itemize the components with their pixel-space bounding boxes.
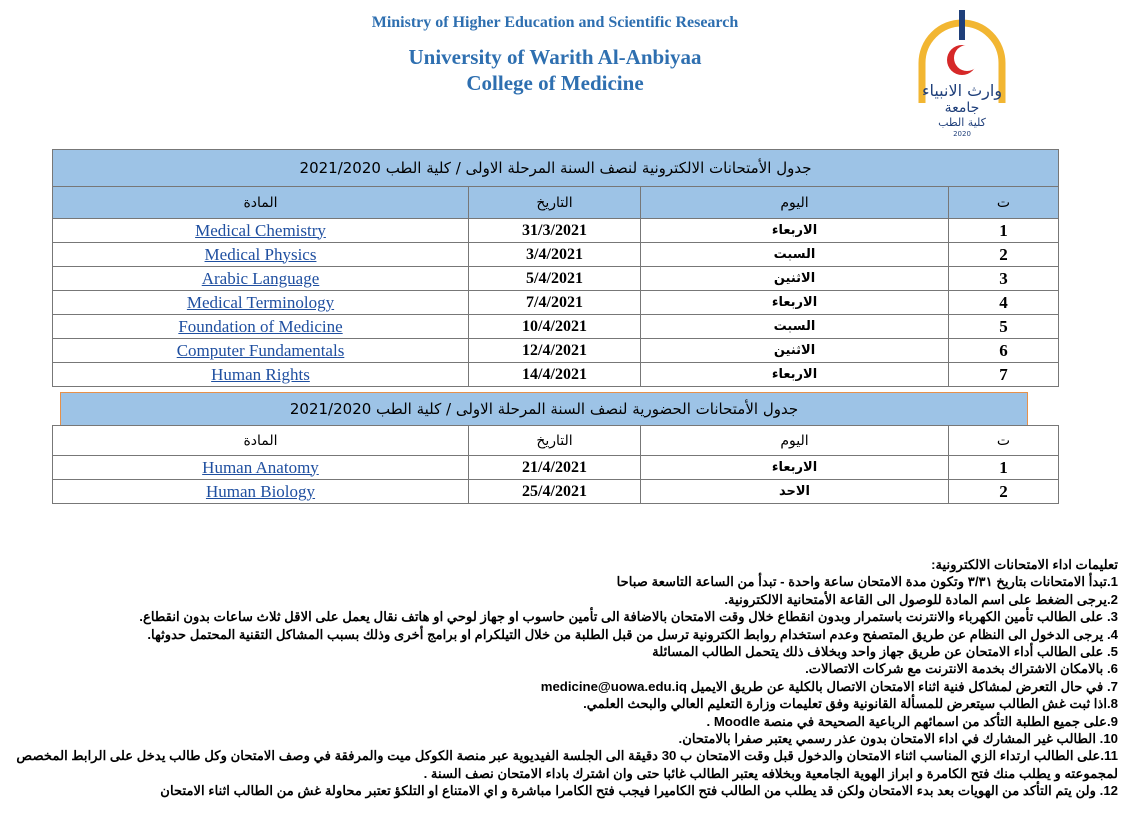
instruction-line: 8.اذا ثبت غش الطالب سيتعرض للمسألة القانونية وفق تعليمات وزارة التعليم العالي والبحث العلمي.: [583, 696, 1118, 712]
date-cell: 25/4/2021: [469, 480, 641, 504]
day-cell: السبت: [641, 243, 949, 267]
date-cell: 31/3/2021: [469, 219, 641, 243]
inperson-exams-table: [52, 425, 1059, 504]
day-cell: الاربعاء: [641, 363, 949, 387]
day-cell: الاربعاء: [641, 219, 949, 243]
instruction-line: 2.يرجى الضغط على اسم المادة للوصول الى القاعة الأمتحانية الالكترونية.: [724, 591, 1118, 607]
instruction-line: 4. يرجى الدخول الى النظام عن طريق المتصفح وعدم استخدام روابط الكترونية ترسل من قبل الطلبة من خلال التيلكرام او برامج أخرى وذلك بسبب المشاكل التقنية المحتمل حدوثها.: [147, 626, 1118, 642]
college-title: College of Medicine: [466, 71, 644, 95]
instruction-line: 10. الطالب غير المشارك في اداء الامتحان بدون عذر رسمي يعتبر صفرا بالامتحان.: [678, 731, 1118, 747]
date-cell: 3/4/2021: [469, 243, 641, 267]
date-cell: 10/4/2021: [469, 315, 641, 339]
column-header-subject: المادة: [53, 426, 469, 456]
day-cell: السبت: [641, 315, 949, 339]
university-title: University of Warith Al-Anbiyaa: [408, 45, 702, 69]
subject-cell: [53, 480, 469, 504]
svg-text:جامعة: جامعة: [944, 100, 980, 116]
instruction-line: 12. ولن يتم التأكد من الهويات بعد بدء الامتحان ولكن قد يطلب من الطالب فتح الكاميرا فيجب فتح الكامرا مباشرة و اي الامتناع او التلكؤ تعتبر محاولة غش من الطالب اثناء الامتحان: [160, 783, 1118, 799]
instruction-line: 9.على جميع الطلبة التأكد من اسمائهم الرباعية الصحيحة في منصة Moodle .: [706, 713, 1118, 729]
subject-link[interactable]: Computer Fundamentals: [176, 340, 345, 360]
subject-link[interactable]: Medical Terminology: [186, 292, 335, 312]
table-row: [53, 480, 1059, 504]
table-row: [53, 339, 1059, 363]
subject-link[interactable]: Foundation of Medicine: [178, 316, 343, 336]
column-header-number: ت: [949, 426, 1059, 456]
day-cell: الاربعاء: [641, 456, 949, 480]
instruction-line: لمجموعته و يطلب منك فتح الكامرة و ابراز الهوية الجامعية وبخلافه يعتبر الطالب غائبا حتى وان اشترك باداء الامتحان نصف السنة .: [423, 765, 1118, 781]
subject-cell: [53, 339, 469, 363]
subject-cell: [53, 456, 469, 480]
subject-link[interactable]: Human Anatomy: [202, 457, 319, 477]
university-logo: [912, 8, 1012, 138]
column-header-date: التاريخ: [469, 187, 641, 219]
subject-cell: [53, 267, 469, 291]
date-cell: 7/4/2021: [469, 291, 641, 315]
column-header-subject: المادة: [53, 187, 469, 219]
column-header-number: ت: [949, 187, 1059, 219]
date-cell: 12/4/2021: [469, 339, 641, 363]
subject-cell: [53, 315, 469, 339]
exam-instructions: [3, 556, 1118, 800]
number-cell: 1: [949, 456, 1059, 480]
number-cell: 4: [949, 291, 1059, 315]
subject-link[interactable]: Human Rights: [211, 364, 310, 384]
svg-text:كلية الطب: كلية الطب: [938, 116, 986, 129]
column-header-date: التاريخ: [469, 426, 641, 456]
number-cell: 7: [949, 363, 1059, 387]
table-row: [53, 363, 1059, 387]
svg-text:2020: 2020: [953, 130, 971, 138]
ministry-title: Ministry of Higher Education and Scientific Research: [371, 14, 739, 31]
svg-text:وارث الانبياء: وارث الانبياء: [921, 81, 1003, 100]
subject-cell: [53, 291, 469, 315]
instruction-line: 3. على الطالب تأمين الكهرباء والانترنت باستمرار وبدون انقطاع خلال وقت الامتحان بالاضافة الى تأمين حاسوب او جهاز لوحي او هاتف نقال يعمل على الاقل ثلاث ساعات بدون انقطاع.: [139, 609, 1118, 625]
number-cell: 1: [949, 219, 1059, 243]
instruction-line: 6. بالامكان الاشتراك بخدمة الانترنت مع شركات الاتصالات.: [805, 661, 1118, 677]
instruction-line: 1.تبدأ الامتحانات بتاريخ ٣/٣١ وتكون مدة الامتحان ساعة واحدة - تبدأ من الساعة التاسعة صباحا: [616, 574, 1118, 590]
date-cell: 14/4/2021: [469, 363, 641, 387]
subject-cell: [53, 243, 469, 267]
table-row: [53, 315, 1059, 339]
column-header-day: اليوم: [641, 187, 949, 219]
subject-link[interactable]: Medical Chemistry: [195, 220, 326, 240]
table-row: [53, 291, 1059, 315]
table-row: [53, 243, 1059, 267]
number-cell: 2: [949, 480, 1059, 504]
instructions-heading: تعليمات اداء الامتحانات الالكترونية:: [931, 557, 1118, 572]
day-cell: الاحد: [641, 480, 949, 504]
subject-link[interactable]: Arabic Language: [201, 268, 320, 288]
date-cell: 21/4/2021: [469, 456, 641, 480]
subject-cell: [53, 219, 469, 243]
table-row: [53, 219, 1059, 243]
day-cell: الاربعاء: [641, 291, 949, 315]
electronic-exams-table: [52, 149, 1059, 387]
column-header-day: اليوم: [641, 426, 949, 456]
table-title: جدول الأمتحانات الالكترونية لنصف السنة المرحلة الاولى / كلية الطب 2021/2020: [53, 150, 1059, 187]
number-cell: 3: [949, 267, 1059, 291]
number-cell: 2: [949, 243, 1059, 267]
day-cell: الاثنين: [641, 267, 949, 291]
number-cell: 5: [949, 315, 1059, 339]
table-row: [53, 456, 1059, 480]
instruction-line: 7. في حال التعرض لمشاكل فنية اثناء الامتحان الاتصال بالكلية عن طريق الايميل medicine@uowa.edu.iq: [540, 678, 1118, 694]
number-cell: 6: [949, 339, 1059, 363]
subject-cell: [53, 363, 469, 387]
instruction-line: 11.على الطالب ارتداء الزي المناسب اثناء الامتحان والدخول قبل وقت الامتحان ب 30 دقيقة الى الجلسة الفيديوية عبر منصة الكوكل ميت والمرفقة في وصف الامتحان وكل طالب يدخل على الرابط المخصص: [16, 748, 1118, 764]
subject-link[interactable]: Human Biology: [205, 481, 316, 501]
instruction-line: 5. على الطالب أداء الامتحان عن طريق جهاز واحد وبخلاف ذلك يتحمل الطالب المسائلة: [652, 644, 1118, 660]
inperson-table-title: جدول الأمتحانات الحضورية لنصف السنة المرحلة الاولى / كلية الطب 2021/2020: [60, 392, 1028, 426]
subject-link[interactable]: Medical Physics: [204, 244, 317, 264]
day-cell: الاثنين: [641, 339, 949, 363]
date-cell: 5/4/2021: [469, 267, 641, 291]
table-row: [53, 267, 1059, 291]
